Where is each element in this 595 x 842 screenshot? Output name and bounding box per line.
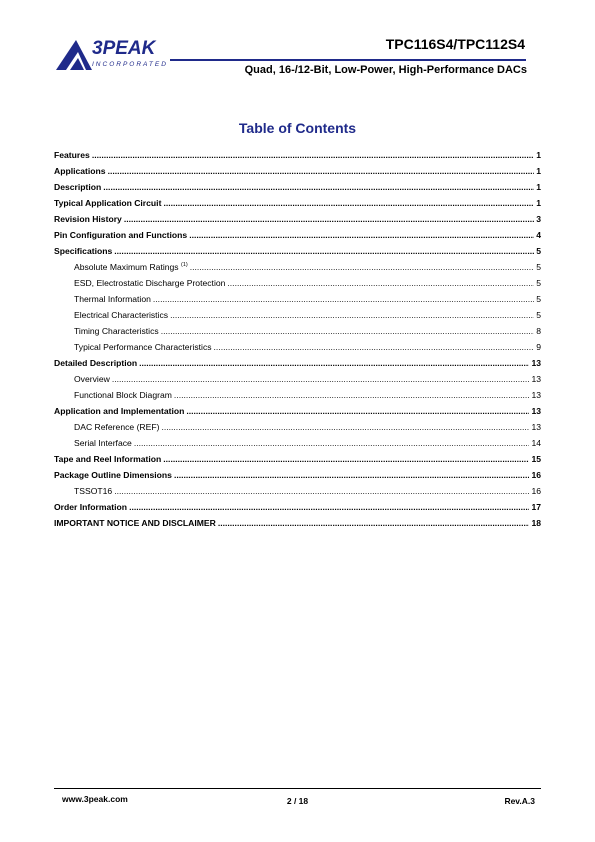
toc-entry[interactable] — [54, 229, 541, 245]
toc-entry-text: Applications — [54, 166, 106, 176]
toc-leader-dots — [112, 373, 530, 385]
toc-leader-dots — [134, 437, 530, 449]
toc-leader-dots — [161, 421, 529, 433]
toc-entry-page: 13 — [531, 374, 541, 384]
toc-entry[interactable] — [54, 277, 541, 293]
toc-entry[interactable] — [54, 501, 541, 517]
toc-leader-dots — [92, 149, 534, 161]
toc-entry-label — [54, 453, 161, 465]
toc-entry-text: Serial Interface — [74, 438, 132, 448]
toc-entry-label — [74, 293, 151, 305]
toc-leader-dots — [129, 501, 529, 513]
toc-entry-label — [74, 261, 188, 273]
toc-entry[interactable] — [54, 485, 541, 501]
toc-entry[interactable] — [54, 149, 541, 165]
toc-entry-text: Functional Block Diagram — [74, 390, 172, 400]
toc-leader-dots — [153, 293, 534, 305]
toc-entry-text: TSSOT16 — [74, 486, 113, 496]
toc-entry[interactable] — [54, 325, 541, 341]
toc-entry-text: ESD, Electrostatic Discharge Protection — [74, 278, 226, 288]
part-number: TPC116S4/TPC112S4 — [385, 36, 525, 52]
toc-leader-dots — [114, 245, 534, 257]
toc-entry-text: DAC Reference (REF) — [74, 422, 160, 432]
toc-entry[interactable] — [54, 245, 541, 261]
toc-entry-text: Electrical Characteristics — [74, 310, 169, 320]
footer-page-indicator: 2 / 18 — [286, 796, 309, 806]
toc-leader-dots — [103, 181, 534, 193]
toc-entry-label — [74, 373, 110, 385]
toc-entry-text: Description — [54, 182, 102, 192]
toc-leader-dots — [163, 453, 529, 465]
toc-entry-footnote: (1) — [181, 262, 188, 269]
toc-entry-page: 14 — [531, 438, 541, 448]
toc-entry-text: Typical Performance Characteristics — [74, 342, 212, 352]
toc-entry-text: Pin Configuration and Functions — [54, 230, 188, 240]
toc-entry-page: 16 — [531, 470, 541, 480]
toc-entry-text: Thermal Information — [74, 294, 151, 304]
toc-entry-text: Revision History — [54, 214, 122, 224]
toc-entry-label — [54, 501, 127, 513]
toc-entry-text: Package Outline Dimensions — [54, 470, 172, 480]
header-rule — [170, 59, 526, 61]
toc-entry-label — [74, 437, 132, 449]
toc-entry-page: 4 — [536, 230, 541, 240]
toc-entry-label — [54, 357, 137, 369]
toc-leader-dots — [163, 197, 534, 209]
toc-entry-label — [54, 245, 112, 257]
toc-entry-label — [74, 325, 159, 337]
footer-website-link[interactable]: www.3peak.com — [62, 794, 128, 804]
toc-entry-label — [74, 421, 159, 433]
toc-entry-label — [54, 229, 187, 241]
toc-entry-page: 5 — [536, 246, 541, 256]
logo-text: 3PEAK — [92, 38, 156, 59]
footer-rule — [54, 788, 541, 789]
toc-entry-text: Overview — [74, 374, 110, 384]
toc-leader-dots — [161, 325, 535, 337]
toc-leader-dots — [227, 277, 534, 289]
toc-entry[interactable] — [54, 357, 541, 373]
toc-leader-dots — [189, 229, 534, 241]
toc-leader-dots — [139, 357, 529, 369]
toc-leader-dots — [214, 341, 535, 353]
toc-title: Table of Contents — [238, 120, 357, 136]
toc-leader-dots — [218, 517, 530, 529]
toc-entry-label — [54, 405, 184, 417]
toc-entry[interactable] — [54, 389, 541, 405]
page-header — [0, 0, 595, 80]
toc-entry-label — [54, 149, 90, 161]
table-of-contents — [54, 149, 541, 533]
toc-entry-label — [74, 389, 172, 401]
toc-leader-dots — [190, 261, 534, 273]
toc-entry-label — [54, 517, 216, 529]
toc-entry-page: 8 — [536, 326, 541, 336]
toc-entry-text: Features — [54, 150, 90, 160]
toc-entry-text: Tape and Reel Information — [54, 454, 162, 464]
toc-leader-dots — [114, 485, 529, 497]
toc-entry-page: 5 — [536, 262, 541, 272]
toc-entry-text: Detailed Description — [54, 358, 138, 368]
toc-entry-page: 5 — [536, 310, 541, 320]
toc-entry-page: 13 — [531, 390, 541, 400]
toc-entry[interactable] — [54, 405, 541, 421]
toc-entry-page: 1 — [536, 198, 541, 208]
toc-entry-page: 13 — [531, 406, 541, 416]
toc-leader-dots — [174, 389, 530, 401]
toc-entry-page: 18 — [531, 518, 541, 528]
toc-entry-label — [54, 181, 101, 193]
toc-entry-text: Application and Implementation — [54, 406, 185, 416]
toc-entry-label — [74, 341, 212, 353]
toc-entry[interactable] — [54, 373, 541, 389]
toc-entry-label — [54, 213, 122, 225]
toc-entry-label — [54, 469, 172, 481]
toc-entry-text: Absolute Maximum Ratings — [74, 262, 179, 272]
toc-entry-page: 13 — [531, 358, 541, 368]
footer-revision: Rev.A.3 — [504, 796, 535, 806]
logo-subtext: INCORPORATED — [92, 61, 168, 68]
toc-entry-label — [54, 197, 161, 209]
toc-entry[interactable] — [54, 421, 541, 437]
toc-entry-page: 9 — [536, 342, 541, 352]
toc-leader-dots — [186, 405, 529, 417]
toc-entry-label — [74, 309, 168, 321]
toc-entry-page: 16 — [531, 486, 541, 496]
toc-entry-text: Order Information — [54, 502, 128, 512]
toc-entry[interactable] — [54, 165, 541, 181]
toc-entry[interactable] — [54, 453, 541, 469]
toc-entry[interactable] — [54, 181, 541, 197]
toc-leader-dots — [124, 213, 534, 225]
toc-entry[interactable] — [54, 261, 541, 277]
toc-entry-page: 1 — [536, 150, 541, 160]
toc-entry-page: 5 — [536, 278, 541, 288]
toc-entry-text: Specifications — [54, 246, 113, 256]
toc-entry[interactable] — [54, 341, 541, 357]
toc-entry[interactable] — [54, 517, 541, 533]
toc-entry-page: 17 — [531, 502, 541, 512]
toc-entry-text: IMPORTANT NOTICE AND DISCLAIMER — [54, 518, 216, 528]
toc-entry[interactable] — [54, 213, 541, 229]
toc-entry-page: 1 — [536, 166, 541, 176]
toc-entry-label — [54, 165, 106, 177]
toc-entry[interactable] — [54, 309, 541, 325]
toc-entry-page: 1 — [536, 182, 541, 192]
page-footer — [54, 794, 541, 808]
toc-leader-dots — [170, 309, 534, 321]
document-subtitle: Quad, 16-/12-Bit, Low-Power, High-Performance DACs — [244, 64, 527, 76]
toc-entry-page: 15 — [531, 454, 541, 464]
toc-entry-label — [74, 277, 225, 289]
toc-entry-page: 13 — [531, 422, 541, 432]
toc-entry-page: 5 — [536, 294, 541, 304]
toc-entry-page: 3 — [536, 214, 541, 224]
toc-entry-text: Typical Application Circuit — [54, 198, 162, 208]
toc-entry[interactable] — [54, 437, 541, 453]
toc-leader-dots — [174, 469, 529, 481]
toc-leader-dots — [108, 165, 535, 177]
toc-entry-label — [74, 485, 112, 497]
toc-entry[interactable] — [54, 293, 541, 309]
toc-entry-text: Timing Characteristics — [74, 326, 159, 336]
toc-entry[interactable] — [54, 469, 541, 485]
toc-entry[interactable] — [54, 197, 541, 213]
